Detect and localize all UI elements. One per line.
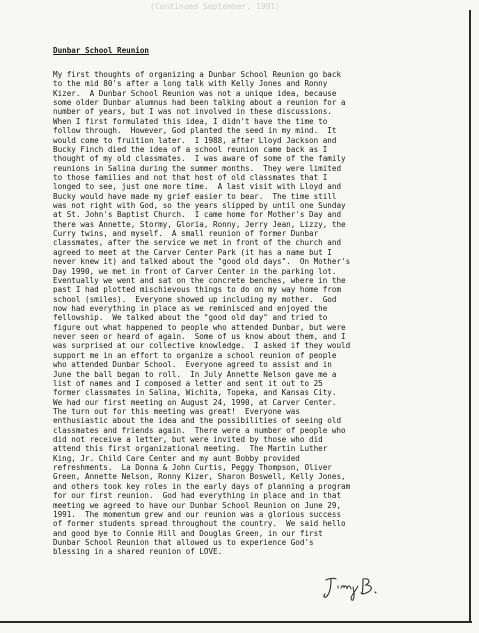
paragraph-line: was not right with God, so the years slipped by until one Sunday <box>53 201 346 211</box>
paragraph-line: agreed to meet at the Carver Center Park (it has a name but I <box>53 247 332 257</box>
paragraph-line: fellowship. We talked about the "good old day" and tried to <box>53 313 328 323</box>
paragraph-line: number of years, but I was not involved in these discussions. <box>53 107 332 117</box>
paragraph-line: figure out what happened to people who attended Dunbar, but were <box>53 322 346 332</box>
paragraph-line: who attended Dunbar School. Everyone agreed to assist and in <box>53 360 332 370</box>
paragraph-line: now had everything in place as we reminisced and enjoyed the <box>53 303 328 313</box>
paragraph-line: Eventually we went and sat on the concrete benches, where in the <box>53 275 346 285</box>
paragraph-line: to those families and not that host of old classmates that I <box>53 172 328 182</box>
paragraph-line: longed to see, just one more time. A last visit with Lloyd and <box>53 182 342 192</box>
paragraph-line: refreshments. La Donna & John Curtis, Peggy Thompson, Oliver <box>53 463 332 473</box>
paragraph-line: did not receive a letter, but were invited by those who did <box>53 435 323 445</box>
paragraph-line: June the ball began to roll. In July Annette Nelson gave me a <box>53 369 337 379</box>
paragraph-line: was surprised at our collective knowledge. I asked if they would <box>53 341 351 351</box>
page-border-bottom <box>0 621 472 623</box>
paragraph-line: King, Jr. Child Care Center and my aunt Bobby provided <box>53 453 300 463</box>
paragraph-line: for our first reunion. God had everything in place and in that <box>53 491 342 501</box>
paragraph-line: would come to fruition later. I 1988, after Lloyd Jackson and <box>53 135 337 145</box>
paragraph-line: there was Annette, Stormy, Gloria, Ronny, Jerry Jean, Lizzy, the <box>53 219 346 229</box>
page-border-right <box>469 10 471 622</box>
paragraph-line: never knew it) and talked about the "good old days". On Mother's <box>53 257 351 267</box>
paragraph-line: support me in an effort to organize a school reunion of people <box>53 350 337 360</box>
paragraph-line: enthusiastic about the idea and the possibilities of seeing old <box>53 416 342 426</box>
paragraph-line: former classmates in Salina, Wichita, Topeka, and Kansas City. <box>53 388 337 398</box>
document-body <box>53 46 453 557</box>
document-title: Dunbar School Reunion <box>53 46 150 55</box>
paragraph-line: classmates, after the service we met in front of the church and <box>53 238 342 248</box>
paragraph-line: Dunbar School Reunion that allowed us to experience God's <box>53 537 314 547</box>
paragraph-line: Day 1990, we met in front of Carver Center in the parking lot. <box>53 266 337 276</box>
paragraph-line: at St. John's Baptist Church. I came home for Mother's Day and <box>53 210 342 220</box>
paragraph-line: 1991. The momentum grew and our reunion was a glorious success <box>53 509 342 519</box>
paragraph-line: Curry twins, and myself. A small reunion of former Dunbar <box>53 229 319 239</box>
handwritten-signature <box>320 572 380 602</box>
paragraph-line: attend this first organizational meeting. The Martin Luther <box>53 444 328 454</box>
paragraph-line: Green, Annette Nelson, Ronny Kizer, Sharon Boswell, Kelly Jones, <box>53 472 346 482</box>
paragraph-line: to the mid 80's after a long talk with Kelly Jones and Ronny <box>53 79 328 89</box>
paragraph-line: When I first formulated this idea, I didn't have the time to <box>53 116 328 126</box>
paragraph-line: of former students spread throughout the country. We said hello <box>53 519 346 529</box>
paragraph-line: Bucky Finch died the idea of a school reunion came back as I <box>53 144 328 154</box>
paragraph-line: reunions in Salina during the summer months. They were limited <box>53 163 342 173</box>
paragraph-line: We had our first meeting on August 24, 1990, at Carver Center. <box>53 397 337 407</box>
paragraph-line: meeting we agreed to have our Dunbar School Reunion on June 29, <box>53 500 342 510</box>
paragraph-line: The turn out for this meeting was great! Everyone was <box>53 406 300 416</box>
paragraph-line: school (smiles). Everyone showed up including my mother. God <box>53 294 337 304</box>
reunion-paragraph <box>53 70 453 557</box>
paragraph-line: My first thoughts of organizing a Dunbar School Reunion go back <box>53 70 342 79</box>
paragraph-line: thought of my old classmates. I was aware of some of the family <box>53 154 346 164</box>
paragraph-line: never seen or heard of again. Some of us know about them, and I <box>53 332 346 342</box>
paragraph-line: some older Dunbar alumnus had been talking about a reunion for a <box>53 98 346 108</box>
paragraph-line: Bucky would have made my grief easier to bear. The time still <box>53 191 337 201</box>
paragraph-line: and others took key roles in the early days of planning a program <box>53 481 351 491</box>
header-bleed-text: (Continued September, 1991) <box>150 2 281 11</box>
paragraph-line: past I had plotted mischievous things to do on my way home from <box>53 285 342 295</box>
paragraph-line: Kizer. A Dunbar School Reunion was not a unique idea, because <box>53 88 337 98</box>
paragraph-line: and good bye to Connie Hill and Douglas Green, in our first <box>53 528 323 538</box>
paragraph-line: blessing in a shared reunion of LOVE. <box>53 547 223 557</box>
paragraph-line: list of names and I composed a letter and sent it out to 25 <box>53 378 323 388</box>
paragraph-line: follow through. However, God planted the seed in my mind. It <box>53 126 337 136</box>
paragraph-line: classmates and friends again. There were a number of people who <box>53 425 346 435</box>
